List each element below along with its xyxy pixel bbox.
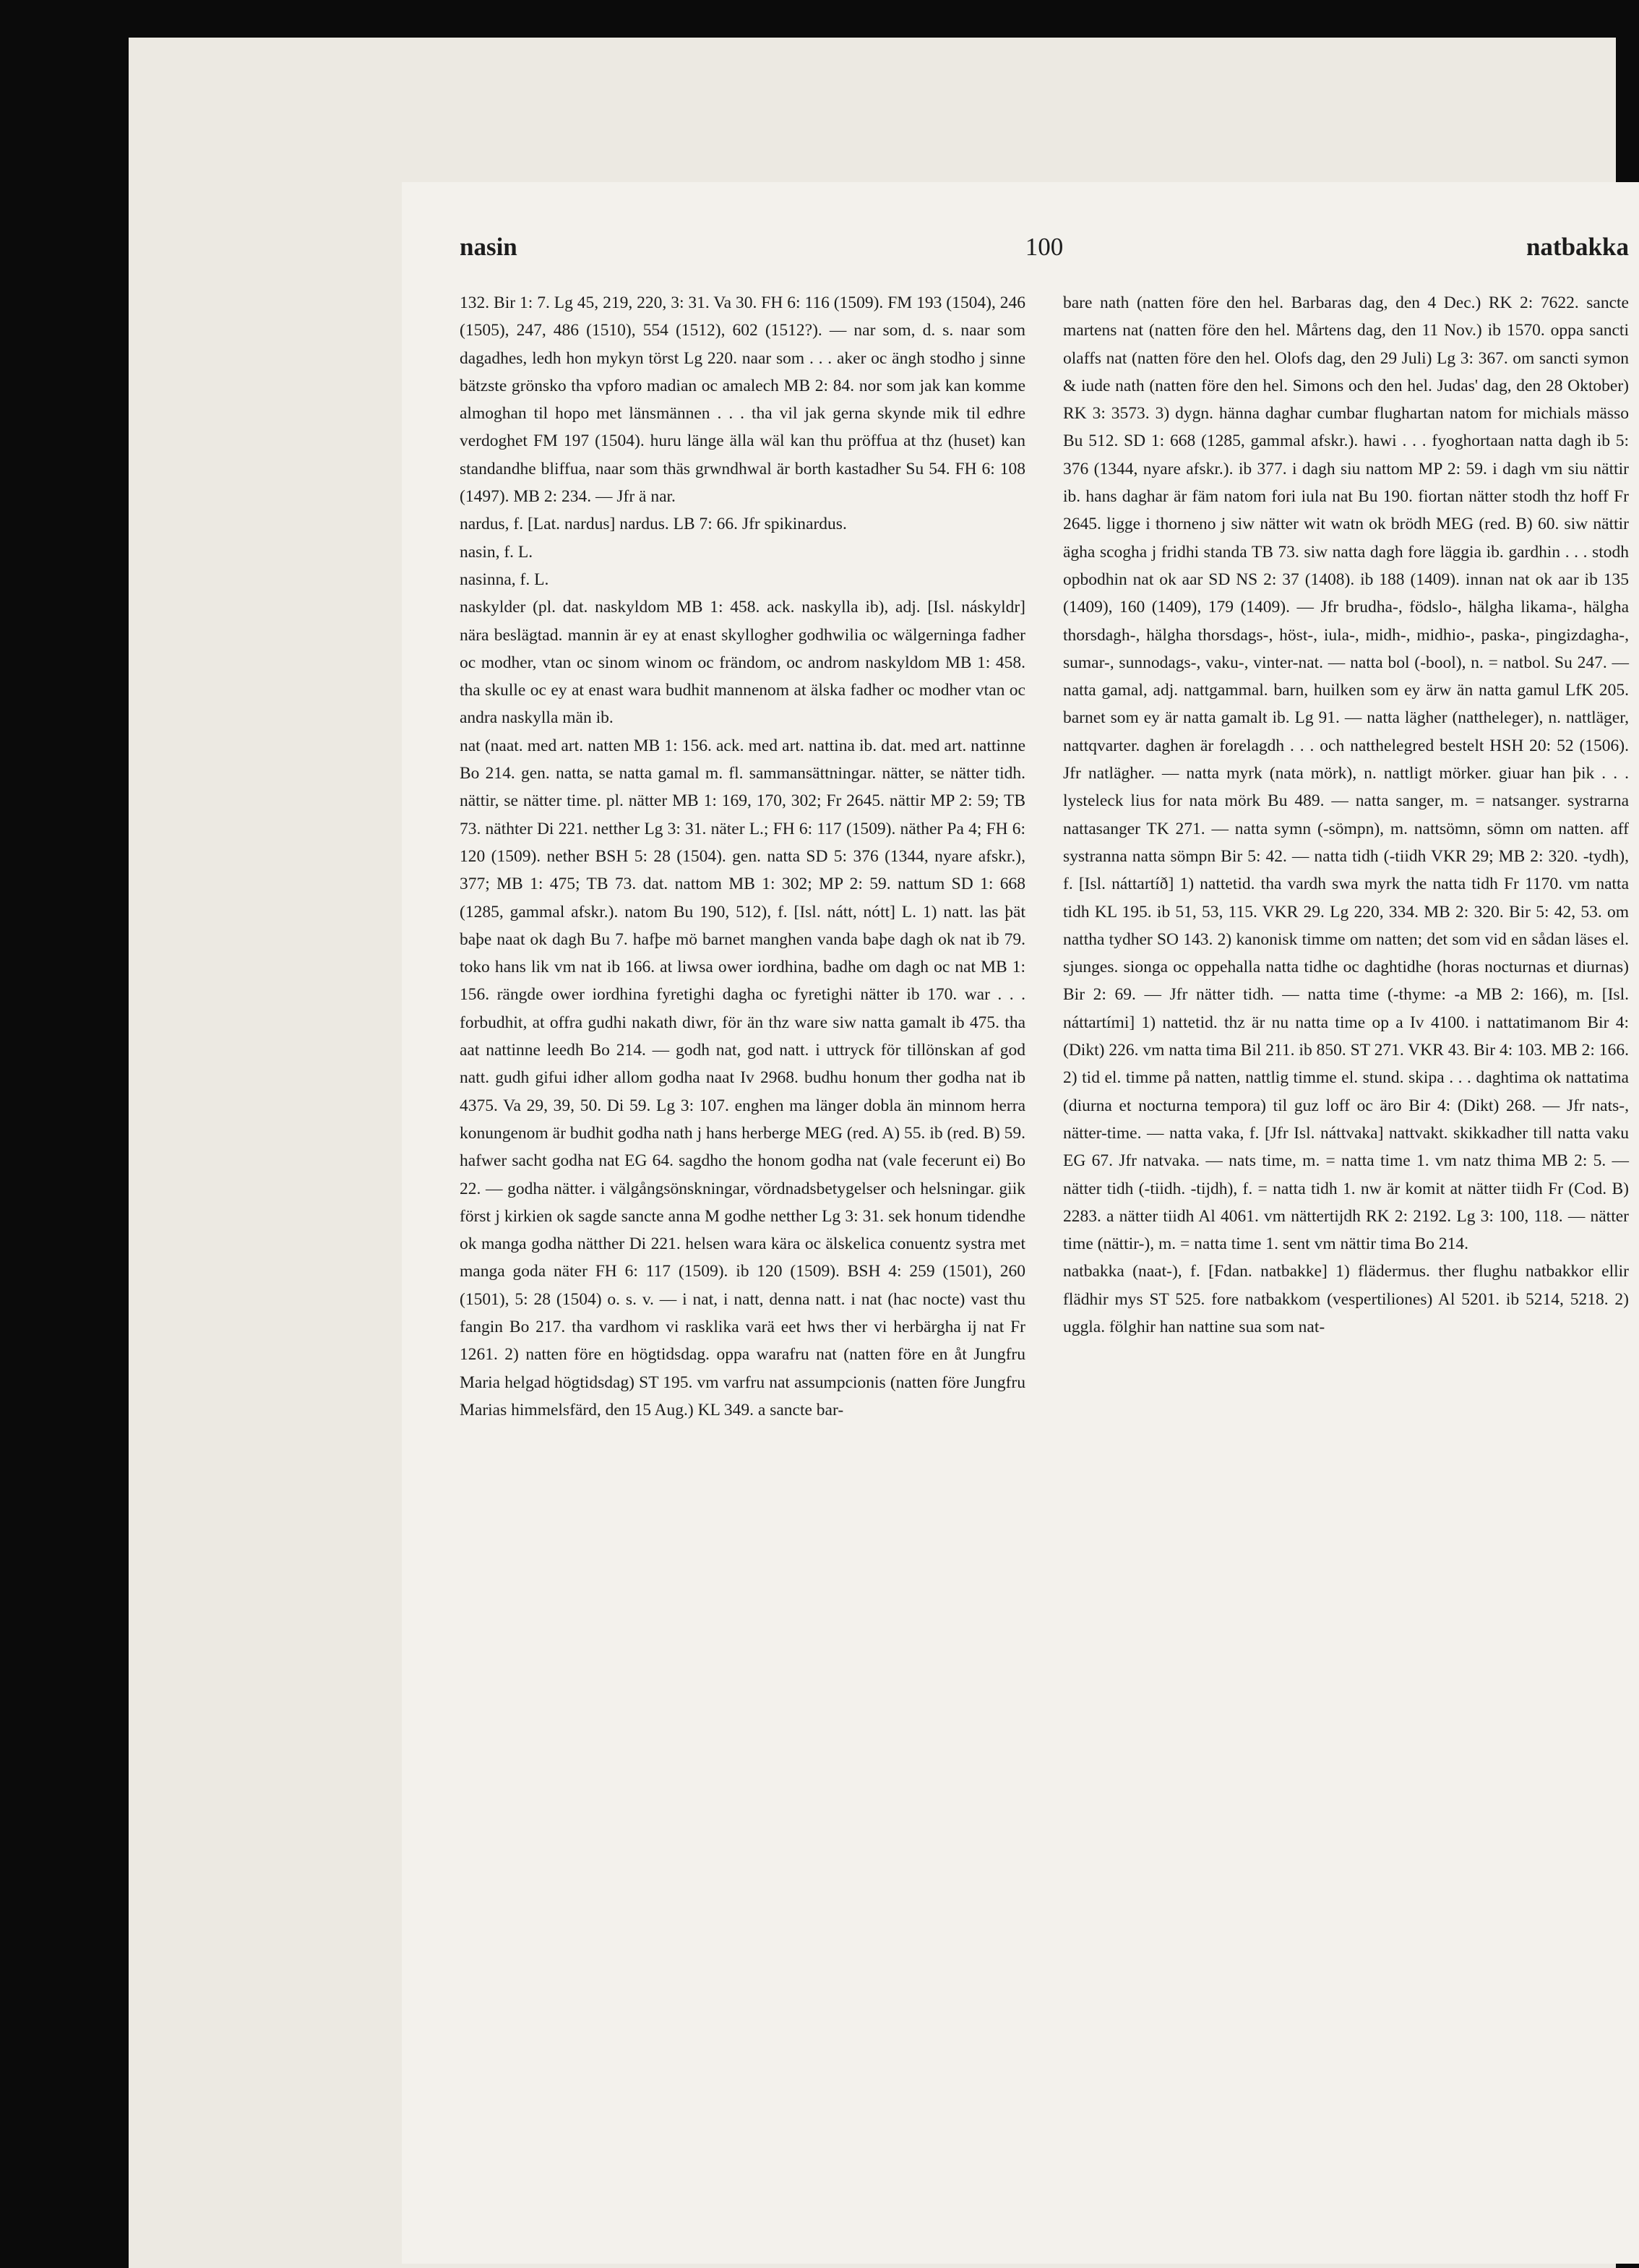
- header-right-catchword: natbakka: [1526, 233, 1629, 261]
- page-header: [460, 233, 1629, 276]
- right-column: [1063, 289, 1629, 1424]
- entry-paragraph: 132. Bir 1: 7. Lg 45, 219, 220, 3: 31. Va 30. FH 6: 116 (1509). FM 193 (1504), 246 (1505), 247, 486 (1510), 554 (1512), 602 (1512?). — nar som, d. s. naar som dagadhes, ledh hon mykyn törst Lg 220. naar som . . . aker oc ängh stodho j sinne bätzste grönsko tha vpforo madian oc amalech MB 2: 84. nor som jak kan komme almoghan til hopo met länsmännen . . . tha vil jak gerna skynde mik til edhre verdoghet FM 197 (1504). huru länge älla wäl kan thu pröffua at thz (huset) kan standandhe bliffua, naar som thäs grwndhwal är borth kastadher Su 54. FH 6: 108 (1497). MB 2: 234. — Jfr ä nar.: [460, 293, 1025, 507]
- entry-paragraph: natbakka (naat-), f. [Fdan. natbakke] 1) flädermus. ther flughu natbakkor ellir flädhir mys ST 525. fore natbakkom (vespertiliones) Al 5201. ib 5214, 5218. 2) uggla. fölghir han nattine sua som nat-: [1063, 1262, 1629, 1336]
- entry-paragraph: naskylder (pl. dat. naskyldom MB 1: 458. ack. naskylla ib), adj. [Isl. náskyldr] nära beslägtad. mannin är ey at enast skyllogher godhwilia oc wälgerninga fadher oc modher, vtan oc sinom winom oc frändom, oc androm naskyldom MB 1: 458. tha skulle oc ey at enast wara budhit mannenom at älska fadher oc modher vtan oc andra naskylla män ib.: [460, 598, 1025, 728]
- entry-paragraph: nardus, f. [Lat. nardus] nardus. LB 7: 66. Jfr spikinardus.: [460, 515, 847, 534]
- entry-paragraph: bare nath (natten före den hel. Barbaras dag, den 4 Dec.) RK 2: 7622. sancte martens nat (natten före den hel. Mårtens dag, den 11 Nov.) ib 1570. oppa sancti olaffs nat (natten före den hel. Olofs dag, den 29 Juli) Lg 3: 367. om sancti symon & iude nath (natten före den hel. Simons och den hel. Judas' dag, den 28 Oktober) RK 3: 3573. 3) dygn. hänna daghar cumbar flughartan natom for michials mässo Bu 512. SD 1: 668 (1285, gammal afskr.). hawi . . . fyoghortaan natta dagh ib 5: 376 (1344, nyare afskr.). ib 377. i dagh siu nattom MP 2: 59. i dagh vm siu nättir ib. hans daghar är fäm natom fori iula nat Bu 190. fiortan nätter stodh thz hoff Fr 2645. ligge i thorneno j siw nätter wit watn ok brödh MEG (red. B) 60. siw nättir ägha scogha j fridhi standa TB 73. siw natta dagh fore läggia ib. gardhin . . . stodh opbodhin nat ok aar SD NS 2: 37 (1408). ib 188 (1409). innan nat ok aar ib 135 (1409), 160 (1409), 179 (1409). — Jfr brudha-, födslo-, hälgha likama-, hälgha thorsdagh-, hälgha thorsdags-, höst-, iula-, midh-, midhio-, paska-, pingizdagha-, sumar-, sunnodags-, vaku-, vinter-nat. — natta bol (-bool), n. = natbol. Su 247. — natta gamal, adj. nattgammal. barn, huilken som ey ärw än natta gamul LfK 205. barnet som ey är natta gamalt ib. Lg 91. — natta lägher (nattheleger), n. nattläger, nattqvarter. daghen är forelagdh . . . och natthelegred bestelt HSH 20: 52 (1506). Jfr natlägher. — natta myrk (nata mörk), n. nattligt mörker. giuar han þik . . . lysteleck lius for nata mörk Bu 489. — natta sanger, m. = natsanger. systrarna nattasanger TK 271. — natta symn (-sömpn), m. nattsömn, sömn om natten. aff systranna natta sömpn Bir 5: 42. — natta tidh (-tiidh VKR 29; MB 2: 320. -tydh), f. [Isl. náttartíð] 1) nattetid. tha vardh swa myrk the natta tidh Fr 1170. vm natta tidh KL 195. ib 51, 53, 115. VKR 29. Lg 220, 334. MB 2: 320. Bir 5: 42, 53. om nattha tydher SO 143. 2) kanonisk timme om natten; det som vid en sådan läses el. sjunges. sionga oc oppehalla natta tidhe oc daghtidhe (horas nocturnas et diurnas) Bir 2: 69. — Jfr nätter tidh. — natta time (-thyme: -a MB 2: 166), m. [Isl. náttartími] 1) nattetid. thz är nu natta time op a Iv 4100. i nattatimanom Bir 4: (Dikt) 226. vm natta tima Bil 211. ib 850. ST 271. VKR 43. Bir 4: 103. MB 2: 166. 2) tid el. timme på natten, nattlig timme el. stund. skipa . . . daghtima ok nattatima (diurna et nocturna tempora) til guz loff oc äro Bir 4: (Dikt) 268. — Jfr nats-, nätter-time. — natta vaka, f. [Jfr Isl. náttvaka] nattvakt. skikkadher till natta vaku EG 67. Jfr natvaka. — nats time, m. = natta time 1. vm natz thima MB 2: 5. — nätter tidh (-tiidh. -tijdh), f. = natta tidh 1. nw är komit at nätter tiidh Fr (Cod. B) 2283. a nätter tiidh Al 4061. vm nättertijdh RK 2: 2192. Lg 3: 100, 118. — nätter time (nättir-), m. = natta time 1. sent vm nättir tima Bo 214.: [1063, 293, 1629, 1254]
- left-column: [460, 289, 1025, 1424]
- text-columns: [460, 289, 1629, 1424]
- entry-paragraph: nat (naat. med art. natten MB 1: 156. ack. med art. nattina ib. dat. med art. nattinne Bo 214. gen. natta, se natta gamal m. fl. sammansättningar. nätter, se nätter tidh. nättir, se nätter time. pl. nätter MB 1: 169, 170, 302; Fr 2645. nättir MP 2: 59; TB 73. näthter Di 221. netther Lg 3: 31. näter L.; FH 6: 117 (1509). näther Pa 4; FH 6: 120 (1509). nether BSH 5: 28 (1504). gen. natta SD 5: 376 (1344, nyare afskr.), 377; MB 1: 475; TB 73. dat. nattom MB 1: 302; MP 2: 59. nattum SD 1: 668 (1285, gammal afskr.). natom Bu 190, 512), f. [Isl. nátt, nótt] L. 1) natt. las þät baþe naat ok dagh Bu 7. hafþe mö barnet manghen vanda baþe dagh ok nat ib 79. toko hans lik vm nat ib 166. at liwsa ower iordhina, badhe om dagh oc nat MB 1: 156. rängde ower iordhina fyretighi dagha oc fyretighi nätter ib 170. war . . . forbudhit, at offra gudhi nakath diwr, för än thz ware siw natta gamalt ib 475. tha aat nattinne leedh Bo 214. — godh nat, god natt. i uttryck för tillönskan af god natt. gudh gifui idher allom godha naat Iv 2968. budhu honum ther godha nat ib 4375. Va 29, 39, 50. Di 59. Lg 3: 107. enghen ma länger dobla än minnom herra konungenom är budhit godha nath j hans herberge MEG (red. A) 55. ib (red. B) 59. hafwer sacht godha nat EG 64. sagdho the honom godha nat (vale fecerunt ei) Bo 22. — godha nätter. i välgångsönskningar, vördnadsbetygelser och helsningar. giik först j kirkien ok sagde sancte anna M godhe netther Lg 3: 31. sek honum tidendhe ok manga godha nätther Di 221. helsen wara kära oc älskelica conuentz systra met manga goda näter FH 6: 117 (1509). ib 120 (1509). BSH 4: 259 (1501), 260 (1501), 5: 28 (1504) o. s. v. — i nat, i natt, denna natt. i nat (hac nocte) vast thu fangin Bo 217. tha vardhom vi rasklika varä eet hws ther vi herbärgha ij nat Fr 1261. 2) natten före en högtidsdag. oppa warafru nat (natten före en åt Jungfru Maria helgad högtidsdag) ST 195. vm varfru nat assumpcionis (natten före Jungfru Marias himmelsfärd, den 15 Aug.) KL 349. a sancte bar-: [460, 736, 1025, 1419]
- entry-paragraph: nasinna, f. L.: [460, 570, 549, 589]
- page-number: 100: [1025, 233, 1064, 261]
- entry-paragraph: nasin, f. L.: [460, 542, 533, 562]
- scan-sheet: [129, 38, 1629, 2268]
- header-left-catchword: nasin: [460, 233, 517, 261]
- dictionary-page: [402, 182, 1639, 2264]
